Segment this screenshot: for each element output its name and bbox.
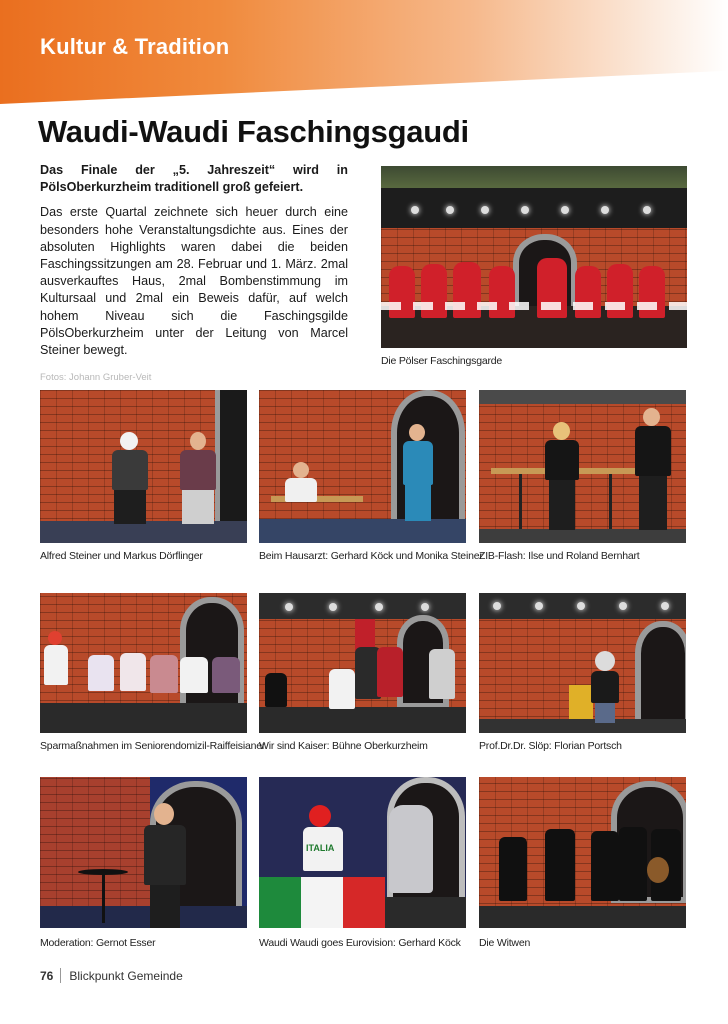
photo-r2c3 [479, 593, 686, 733]
caption-r1c2: Beim Hausarzt: Gerhard Köck und Monika Steiner [259, 550, 483, 562]
photo-r3c2 [259, 777, 466, 928]
article-text [40, 162, 348, 359]
photo-r1c3 [479, 390, 686, 543]
footer-divider [60, 968, 61, 983]
photo-r3c3 [479, 777, 686, 928]
photo-credit: Fotos: Johann Gruber-Veit [40, 372, 152, 383]
publication-name: Blickpunkt Gemeinde [69, 968, 183, 983]
section-title: Kultur & Tradition [40, 34, 230, 59]
caption-r1c3: ZIB-Flash: Ilse und Roland Bernhart [479, 550, 640, 562]
article-headline: Waudi-Waudi Faschingsgaudi [38, 114, 469, 149]
caption-r1c1: Alfred Steiner und Markus Dörflinger [40, 550, 203, 562]
photo-r2c2 [259, 593, 466, 733]
article-lead: Das Finale der „5. Jahreszeit“ wird in PölsOberkurzheim traditionell groß gefeiert. [40, 163, 348, 195]
caption-r2c1: Sparmaßnahmen im Seniorendomizil-Raiffeisianer [40, 740, 266, 752]
caption-r2c2: Wir sind Kaiser: Bühne Oberkurzheim [259, 740, 428, 752]
shirt-print: ITALIA [306, 843, 335, 853]
photo-r3c1 [40, 777, 247, 928]
caption-main: Die Pölser Faschingsgarde [381, 355, 503, 367]
photo-r1c2 [259, 390, 466, 543]
photo-r2c1 [40, 593, 247, 733]
photo-r1c1 [40, 390, 247, 543]
caption-r3c3: Die Witwen [479, 937, 531, 949]
photo-faschingsgarde [381, 166, 687, 348]
page-footer [40, 968, 183, 983]
caption-r3c1: Moderation: Gernot Esser [40, 937, 156, 949]
caption-r2c3: Prof.Dr.Dr. Slöp: Florian Portsch [479, 740, 622, 752]
page-number: 76 [40, 968, 54, 983]
article-body: Das erste Quartal zeichnete sich heuer durch eine besonders hohe Veranstaltungsdichte aus. Eines der absoluten Highlights waren dabei die beiden Faschingssitzungen am 28. Februar und 1. März. 2mal ausverkauftes Haus, 2mal Bombenstimmung im Kultursaal und 2mal ein Beweis dafür, auf welch hohem Niveau sich die Faschingsgilde PölsOberkurzheim unter der Leitung von Marcel Steiner bewegt. [40, 205, 348, 358]
caption-r3c2: Waudi Waudi goes Eurovision: Gerhard Köck [259, 937, 461, 949]
